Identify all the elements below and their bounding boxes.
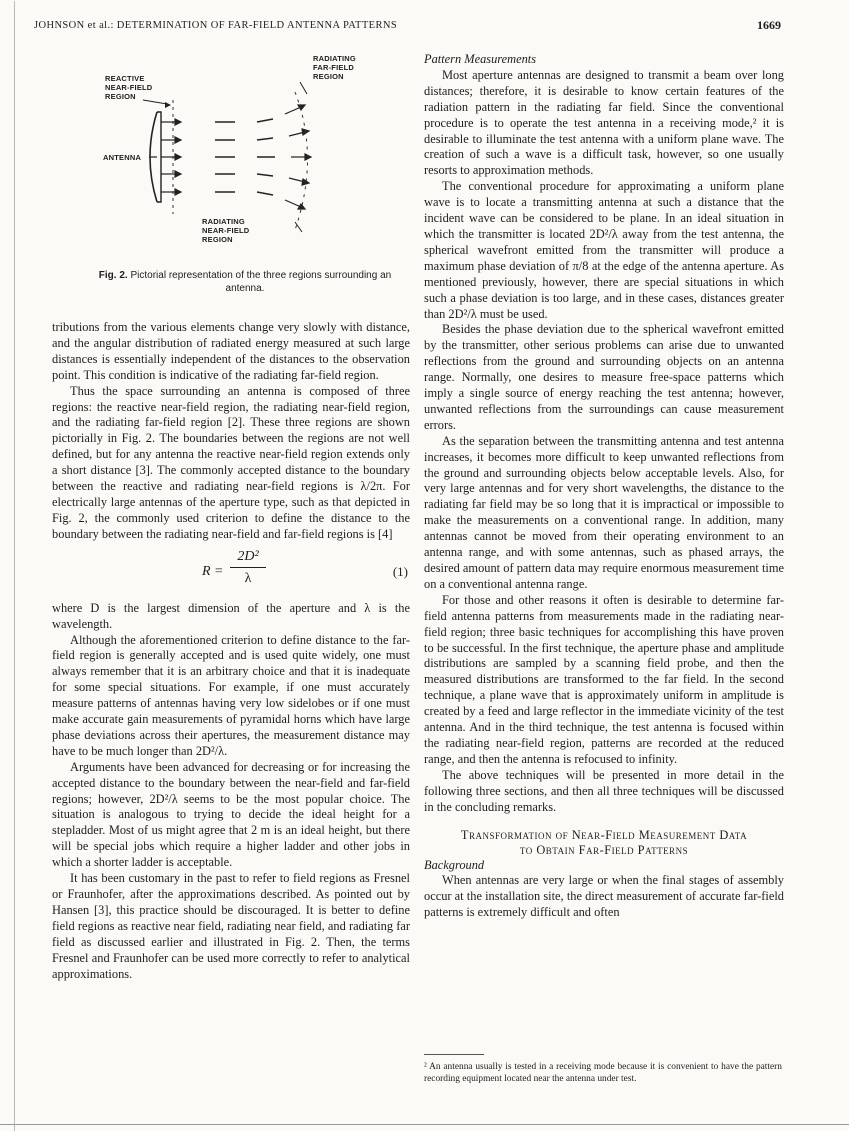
paragraph: The conventional procedure for approximating a uniform plane wave is to locate a transmitting antenna at such a distance that the incident wave can be considered to be plane. In an ideal situation in which the transmitter is located 2D²/λ away from the test antenna, the spherical wavefront emitted from the transmitter will produce a maximum phase deviation of π/8 at the edge of the antenna aperture. As mentioned previously, however, there are special situations in which such a phase deviation is too large, and in these cases, distances greater than 2D²/λ must be used. <box>424 179 784 321</box>
right-column <box>424 52 784 921</box>
section-heading-pattern-measurements: Pattern Measurements <box>424 52 537 66</box>
paragraph: Most aperture antennas are designed to transmit a beam over long distances; therefore, it is desirable to know certain features of the radiation pattern in the radiating far field. Since the conventional procedure is to operate the test antenna in a receiving mode,² it is desirable to illuminate the test antenna with a uniform plane wave. The creation of such a wave is a difficult task, however, so one usually resorts to approximation methods. <box>424 67 784 178</box>
page-number: 1669 <box>757 18 781 32</box>
subheading-background: Background <box>424 857 485 872</box>
scan-margin-line <box>14 1 15 1131</box>
equation-lhs: R = <box>202 563 224 579</box>
paragraph: When antennas are very large or when the final stages of assembly occur at the installation site, the direct measurement of accurate far-field patterns is extremely difficult and often <box>424 873 784 920</box>
equation-1 <box>52 549 410 595</box>
label-radiating-near-field: RADIATING NEAR-FIELD REGION <box>202 217 250 244</box>
bottom-edge-line <box>0 1124 849 1125</box>
caption-lead: Fig. 2. <box>98 270 128 281</box>
running-title: JOHNSON et al.: DETERMINATION OF FAR-FIELD ANTENNA PATTERNS <box>34 20 398 31</box>
caption-text: Pictorial representation of the three regions surrounding an antenna. <box>130 270 392 294</box>
equation-number: (1) <box>392 563 408 579</box>
paragraph: Besides the phase deviation due to the spherical wavefront emitted by the transmitter, other serious problems can arise due to unwanted reflections from the ground and surrounding objects on an antenna range. Normally, one desires to measure free-space patterns which imply a single source of energy reaching the test antenna; however, unwanted reflections from the surroundings can cause measurement errors. <box>424 322 784 432</box>
section-heading-transformation: Transformation of Near-Field Measurement Data to Obtain Far-Field Patterns <box>460 827 748 857</box>
label-antenna: ANTENNA <box>103 153 142 162</box>
label-reactive-near-field: REACTIVE NEAR-FIELD REGION <box>105 74 153 101</box>
footnote-rule <box>424 1054 484 1055</box>
paragraph: Although the aforementioned criterion to define distance to the far-field region is generally accepted and is used quite widely, one must always remember that it is an arbitrary choice and that it is inadequate for some special situations. For example, if one must accurately measure patterns of antennas having very low sidelobes or if one must make accurate gain measurements of pyramidal horns which have large phase deviations across their apertures, the measurement distance may have to be much longer than 2D²/λ. <box>52 632 410 758</box>
paragraph: tributions from the various elements change very slowly with distance, and the angular distribution of radiated energy measured at such large distances is essentially independent of the distances to the observation point. This condition is indicative of the radiating far-field region. <box>52 320 410 382</box>
paragraph: It has been customary in the past to refer to field regions as Fresnel or Fraunhofer, after the approximations described. As pointed out by Hansen [3], this practice should be discouraged. It is better to define field regions as reactive near field, radiating near field, and radiating far field as discussed earlier and illustrated in Fig. 2. Then, the terms Fresnel and Fraunhofer can be used more correctly to refer to analytical approximations. <box>52 871 410 981</box>
paragraph: For those and other reasons it often is desirable to determine far-field antenna patterns from measurements made in the radiating near-field region; three basic techniques for accomplishing this have proven to be successful. In the first technique, the aperture phase and amplitude distributions are sampled by a scanning field probe, and then the measured distributions are transformed to the far field. In the second technique, a plane wave that is approximately uniform in amplitude is created by a feed and large reflector in the immediate vicinity of the test antenna. And in the third technique, the test antenna is focused within the radiating near-field region, patterns are recorded at the reduced range, and then the antenna is refocused to infinity. <box>424 592 784 766</box>
label-radiating-far-field: RADIATING FAR-FIELD REGION <box>313 54 356 81</box>
paragraph: Arguments have been advanced for decreasing or for increasing the accepted distance to the boundary between the near-field and far-field regions; however, 2D²/λ seems to be the most popular choice. The situation is analogous to trying to decide the ideal height for a stepladder. Most of us might agree that 2 m is an ideal height, but there will be special jobs which require a higher ladder and other jobs in which a shorter ladder is acceptable. <box>52 759 410 870</box>
paragraph: where D is the largest dimension of the aperture and λ is the wavelength. <box>52 600 410 631</box>
paragraph: The above techniques will be presented in more detail in the following three sections, and then all three techniques will be discussed in the concluding remarks. <box>424 767 784 814</box>
equation-fraction <box>230 549 266 587</box>
equation-denominator: λ <box>244 570 252 586</box>
paragraph: As the separation between the transmitting antenna and test antenna increases, it becomes more difficult to keep unwanted reflections from the ground and surrounding objects below acceptable levels. Also, for very large antennas and for very short wavelengths, the distance to the radiating far field may be so long that it is impractical or impossible to make the measurements on a conventional range. In addition, many antennas cannot be moved from their operating environment to an antenna range, and with some antennas, such as phased arrays, the desired amount of pattern data may require enormous measurement time on a conventional antenna range. <box>424 433 784 591</box>
figure-caption <box>95 270 395 295</box>
equation-numerator: 2D² <box>230 549 266 568</box>
figure-2 <box>95 52 405 302</box>
footnote: ² An antenna usually is tested in a receiving mode because it is convenient to have the pattern recording equipment located near the antenna under test. <box>424 1062 782 1084</box>
paragraph: Thus the space surrounding an antenna is composed of three regions: the reactive near-field region, the radiating near-field region, and the radiating far-field region [2]. These three regions are shown pictorially in Fig. 2. The boundaries between the regions are not well defined, but for any antenna the reactive near-field region extends only a short distance [3]. The commonly accepted distance to the boundary between the reactive and radiating near-field regions is λ/2π. For electrically large antennas of the aperture type, such as that depicted in Fig. 2, the commonly used criterion to define the distance to the boundary between the radiating near-field and far-field regions is [4] <box>52 383 410 541</box>
left-column <box>52 320 410 982</box>
